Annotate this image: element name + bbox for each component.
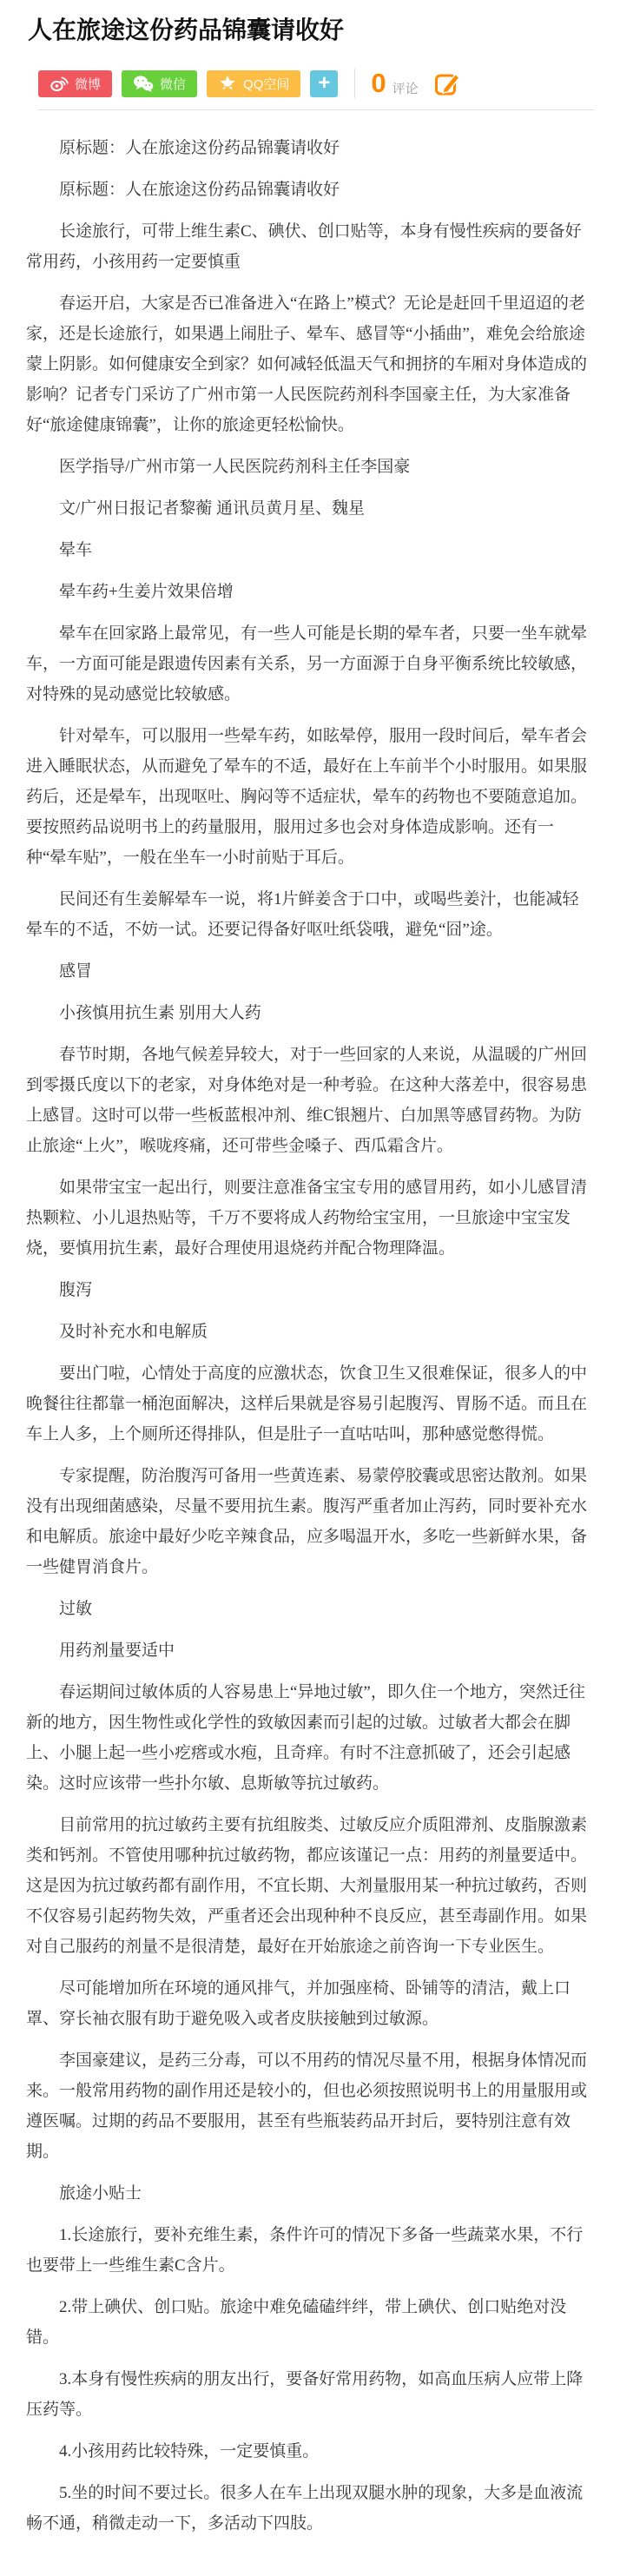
comment-count: 0: [371, 68, 386, 98]
paragraph: 春运开启，大家是否已准备进入“在路上”模式？无论是赶回千里迢迢的老家，还是长途旅行，如果遇上闹肚子、晕车、感冒等“小插曲”，难免会给旅途蒙上阴影。如何健康安全到家？如何减轻低温天气和拥挤的车厢对身体造成的影响？记者专门采访了广州市第一人民医院药剂科李国豪主任，为大家准备好“旅途健康锦囊”，让你的旅途更轻松愉快。: [26, 294, 588, 434]
paragraph: 过敏: [59, 1600, 93, 1618]
paragraph: 针对晕车，可以服用一些晕车药，如眩晕停，服用一段时间后，晕车者会进入睡眠状态，从而避免了晕车的不适，最好在上车前半个小时服用。如果服药后，还是晕车，出现呕吐、胸闷等不适症状，晕车的药物也不要随意追加。要按照药品说明书上的药量服用，服用过多也会对身体造成影响。还有一种“晕车贴”，一般在坐车一小时前贴于耳后。: [26, 727, 588, 867]
paragraph: 小孩慎用抗生素 别用大人药: [59, 1004, 261, 1022]
paragraph: 目前常用的抗过敏药主要有抗组胺类、过敏反应介质阻滞剂、皮脂腺激素类和钙剂。不管使用哪种抗过敏药物，都应该谨记一点：用药的剂量要适中。这是因为抗过敏药都有副作用，不宜长期、大剂量服用某一种抗过敏药，否则不仅容易引起药物失效，严重者还会出现种种不良反应，甚至毒副作用。如果对自己服药的剂量不是很清楚，最好在开始旅途之前咨询一下专业医生。: [26, 1816, 588, 1956]
paragraph: 5.坐的时间不要过长。很多人在车上出现双腿水肿的现象，大多是血液流畅不通，稍微走动一下，多活动下四肢。: [26, 2484, 584, 2533]
paragraph: 医学指导/广州市第一人民医院药剂科主任李国豪: [59, 458, 411, 476]
article-body: [26, 110, 594, 2539]
paragraph: 民间还有生姜解晕车一说，将1片鲜姜含于口中，或喝些姜汁，也能减轻晕车的不适，不妨一试。还要记得备好呕吐纸袋哦，避免“囧”途。: [26, 890, 579, 939]
paragraph: 3.本身有慢性疾病的朋友出行，要备好常用药物，如高血压病人应带上降压药等。: [26, 2370, 584, 2419]
paragraph: 感冒: [59, 962, 93, 981]
qzone-share-button[interactable]: [207, 70, 300, 97]
paragraph: 专家提醒，防治腹泻可备用一些黄连素、易蒙停胶囊或思密达散剂。如果没有出现细菌感染，尽量不要用抗生素。腹泻严重者加止泻药，同时要补充水和电解质。旅途中最好少吃辛辣食品，应多喝温开水，多吃一些新鲜水果，备一些健胃消食片。: [26, 1467, 588, 1576]
page-title: 人在旅途这份药品锦囊请收好: [28, 17, 345, 44]
paragraph: 晕车: [59, 541, 93, 559]
paragraph: 1.长途旅行，要补充维生素，条件许可的情况下多备一些蔬菜水果，不行也要带上一些维生素C含片。: [26, 2226, 584, 2275]
paragraph: 用药剂量要适中: [59, 1641, 175, 1660]
more-share-button[interactable]: [310, 70, 338, 97]
paragraph: 及时补充水和电解质: [59, 1323, 208, 1341]
weibo-share-label: 微博: [75, 76, 102, 92]
wechat-share-button[interactable]: [122, 70, 197, 97]
plus-icon: +: [318, 71, 331, 95]
paragraph: 李国豪建议，是药三分毒，可以不用药的情况尽量不用，根据身体情况而来。一般常用药物的副作用还是较小的，但也必须按照说明书上的用量服用或遵医嘱。过期的药品不要服用，甚至有些瓶装药品开封后，要特别注意有效期。: [26, 2051, 588, 2161]
write-comment-button[interactable]: [434, 69, 462, 97]
weibo-share-button[interactable]: [38, 70, 112, 97]
paragraph: 尽可能增加所在环境的通风排气，并加强座椅、卧铺等的清洁，戴上口罩、穿长袖衣服有助于避免吸入或者皮肤接触到过敏源。: [26, 1979, 571, 2028]
wechat-icon: [133, 75, 154, 92]
paragraph: 晕车药+生姜片效果倍增: [59, 583, 234, 601]
qzone-star-icon: [218, 74, 237, 93]
paragraph: 晕车在回家路上最常见，有一些人可能是长期的晕车者，只要一坐车就晕车，一方面可能是跟遗传因素有关系，另一方面源于自身平衡系统比较敏感，对特殊的晃动感觉比较敏感。: [26, 624, 588, 703]
weibo-icon: [49, 75, 69, 92]
wechat-share-label: 微信: [160, 76, 187, 92]
paragraph: 2.带上碘伏、创口贴。旅途中难免磕磕绊绊，带上碘伏、创口贴绝对没错。: [26, 2298, 567, 2347]
paragraph: 文/广州日报记者黎蘅 通讯员黄月星、魏星: [59, 499, 366, 518]
qzone-share-label: QQ空间: [243, 76, 290, 92]
paragraph: 春节时期，各地气候差异较大，对于一些回家的人来说，从温暖的广州回到零摄氏度以下的老家，对身体绝对是一种考验。在这种大落差中，很容易患上感冒。这时可以带一些板蓝根冲剂、维C银翘片、白加黑等感冒药物。为防止旅途“上火”，喉咙疼痛，还可带些金嗓子、西瓜霜含片。: [26, 1046, 588, 1155]
paragraph: 原标题：人在旅途这份药品锦囊请收好: [59, 181, 340, 199]
comment-count-label: 评论: [392, 81, 419, 96]
edit-pencil-icon: [434, 87, 462, 100]
paragraph: 春运期间过敏体质的人容易患上“异地过敏”，即久住一个地方，突然迁往新的地方，因生物性或化学性的致敏因素而引起的过敏。过敏者大都会在脚上、小腿上起一些小疙瘩或水疱，且奇痒。有时不注意抓破了，还会引起感染。这时应该带一些扑尔敏、息斯敏等抗过敏药。: [26, 1683, 585, 1793]
paragraph: 旅途小贴士: [59, 2184, 142, 2203]
paragraph: 如果带宝宝一起出行，则要注意准备宝宝专用的感冒用药，如小儿感冒清热颗粒、小儿退热贴等，千万不要将成人药物给宝宝用，一旦旅途中宝宝发烧，要慎用抗生素，最好合理使用退烧药并配合物理降温。: [26, 1179, 588, 1258]
paragraph: 原标题：人在旅途这份药品锦囊请收好: [59, 139, 340, 157]
paragraph: 长途旅行，可带上维生素C、碘伏、创口贴等，本身有慢性疾病的要备好常用药，小孩用药一定要慎重: [26, 222, 582, 271]
paragraph: 4.小孩用药比较特殊，一定要慎重。: [59, 2442, 320, 2460]
paragraph: 腹泻: [59, 1281, 93, 1299]
share-bar: [38, 69, 594, 97]
share-bar-separator: [354, 69, 355, 98]
paragraph: 要出门啦，心情处于高度的应激状态，饮食卫生又很难保证，很多人的中晚餐往往都靠一桶泡面解决，这样后果就是容易引起腹泻、胃肠不适。而且在车上人多，上个厕所还得排队，但是肚子一直咕咕叫，那种感觉憋得慌。: [26, 1364, 588, 1443]
